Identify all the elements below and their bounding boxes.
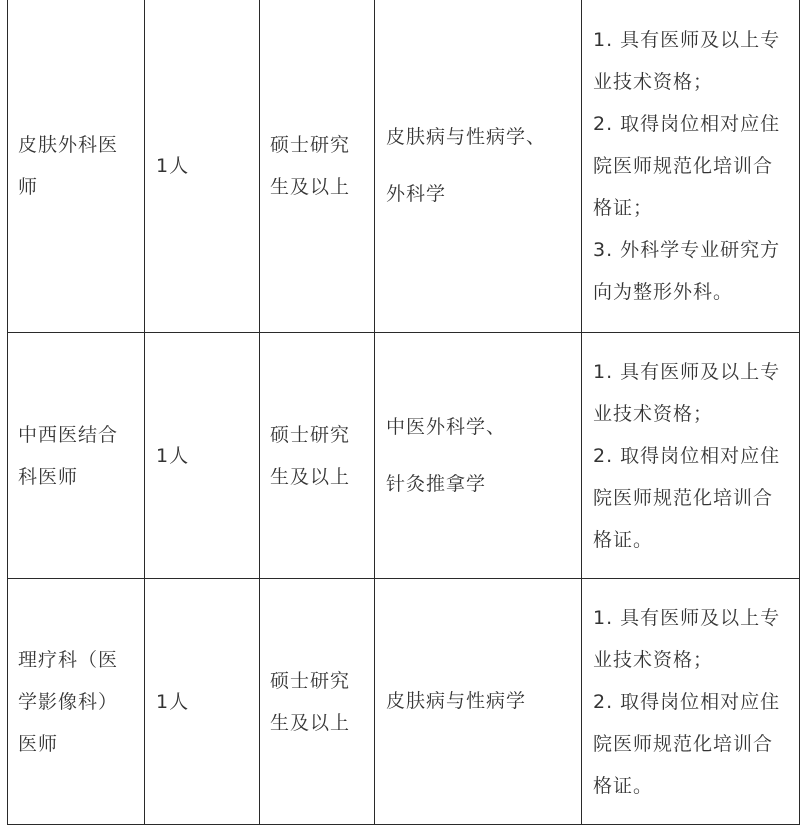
major-cell: [375, 579, 582, 825]
count-cell: [145, 579, 260, 825]
cell-text-line: 外科学: [386, 182, 447, 205]
cell-text-line: 1. 具有医师及以上专: [593, 28, 781, 51]
cell-text-line: 业技术资格；: [593, 648, 714, 671]
requirements-cell: [582, 0, 800, 333]
cell-text-line: 格证。: [593, 774, 654, 797]
count-cell: [145, 333, 260, 579]
position-cell: [8, 0, 145, 333]
cell-text-line: 格证；: [593, 196, 654, 219]
cell-text-line: 2. 取得岗位相对应住: [593, 444, 781, 467]
cell-text-line: 1人: [156, 690, 190, 713]
cell-text-line: 2. 取得岗位相对应住: [593, 690, 781, 713]
position-cell: [8, 333, 145, 579]
count-cell: [145, 0, 260, 333]
major-cell: [375, 333, 582, 579]
cell-text-line: 硕士研究: [270, 133, 351, 156]
job-requirements-table: [7, 0, 800, 825]
position-cell: [8, 579, 145, 825]
cell-text-line: 皮肤病与性病学: [386, 690, 527, 712]
table-row: [8, 579, 800, 825]
cell-text-line: 理疗科（医: [18, 648, 119, 671]
education-cell: [260, 333, 375, 579]
major-cell: [375, 0, 582, 333]
cell-text-line: 硕士研究: [270, 669, 351, 692]
cell-text-line: 业技术资格；: [593, 70, 714, 93]
cell-text-line: 皮肤病与性病学、: [386, 125, 547, 148]
cell-text-line: 皮肤外科医: [18, 133, 119, 156]
cell-text-line: 生及以上: [270, 175, 351, 198]
cell-text-line: 生及以上: [270, 465, 351, 488]
cell-text-line: 科医师: [18, 465, 79, 488]
cell-text-line: 3. 外科学专业研究方: [593, 238, 781, 261]
cell-text-line: 向为整形外科。: [593, 280, 734, 303]
table-row: [8, 0, 800, 333]
cell-text-line: 针灸推拿学: [386, 472, 487, 495]
cell-text-line: 医师: [18, 732, 59, 755]
cell-text-line: 1. 具有医师及以上专: [593, 360, 781, 383]
education-cell: [260, 579, 375, 825]
cell-text-line: 2. 取得岗位相对应住: [593, 112, 781, 135]
table-row: [8, 333, 800, 579]
cell-text-line: 硕士研究: [270, 423, 351, 446]
cell-text-line: 中西医结合: [18, 423, 119, 446]
cell-text-line: 1. 具有医师及以上专: [593, 606, 781, 629]
cell-text-line: 院医师规范化培训合: [593, 732, 774, 755]
education-cell: [260, 0, 375, 333]
cell-text-line: 师: [18, 175, 39, 198]
cell-text-line: 生及以上: [270, 711, 351, 734]
cell-text-line: 院医师规范化培训合: [593, 154, 774, 177]
cell-text-line: 1人: [156, 154, 190, 177]
cell-text-line: 格证。: [593, 528, 654, 551]
cell-text-line: 业技术资格；: [593, 402, 714, 425]
requirements-cell: [582, 333, 800, 579]
cell-text-line: 学影像科）: [18, 690, 119, 713]
cell-text-line: 院医师规范化培训合: [593, 486, 774, 509]
cell-text-line: 中医外科学、: [386, 415, 507, 438]
requirements-cell: [582, 579, 800, 825]
cell-text-line: 1人: [156, 444, 190, 467]
